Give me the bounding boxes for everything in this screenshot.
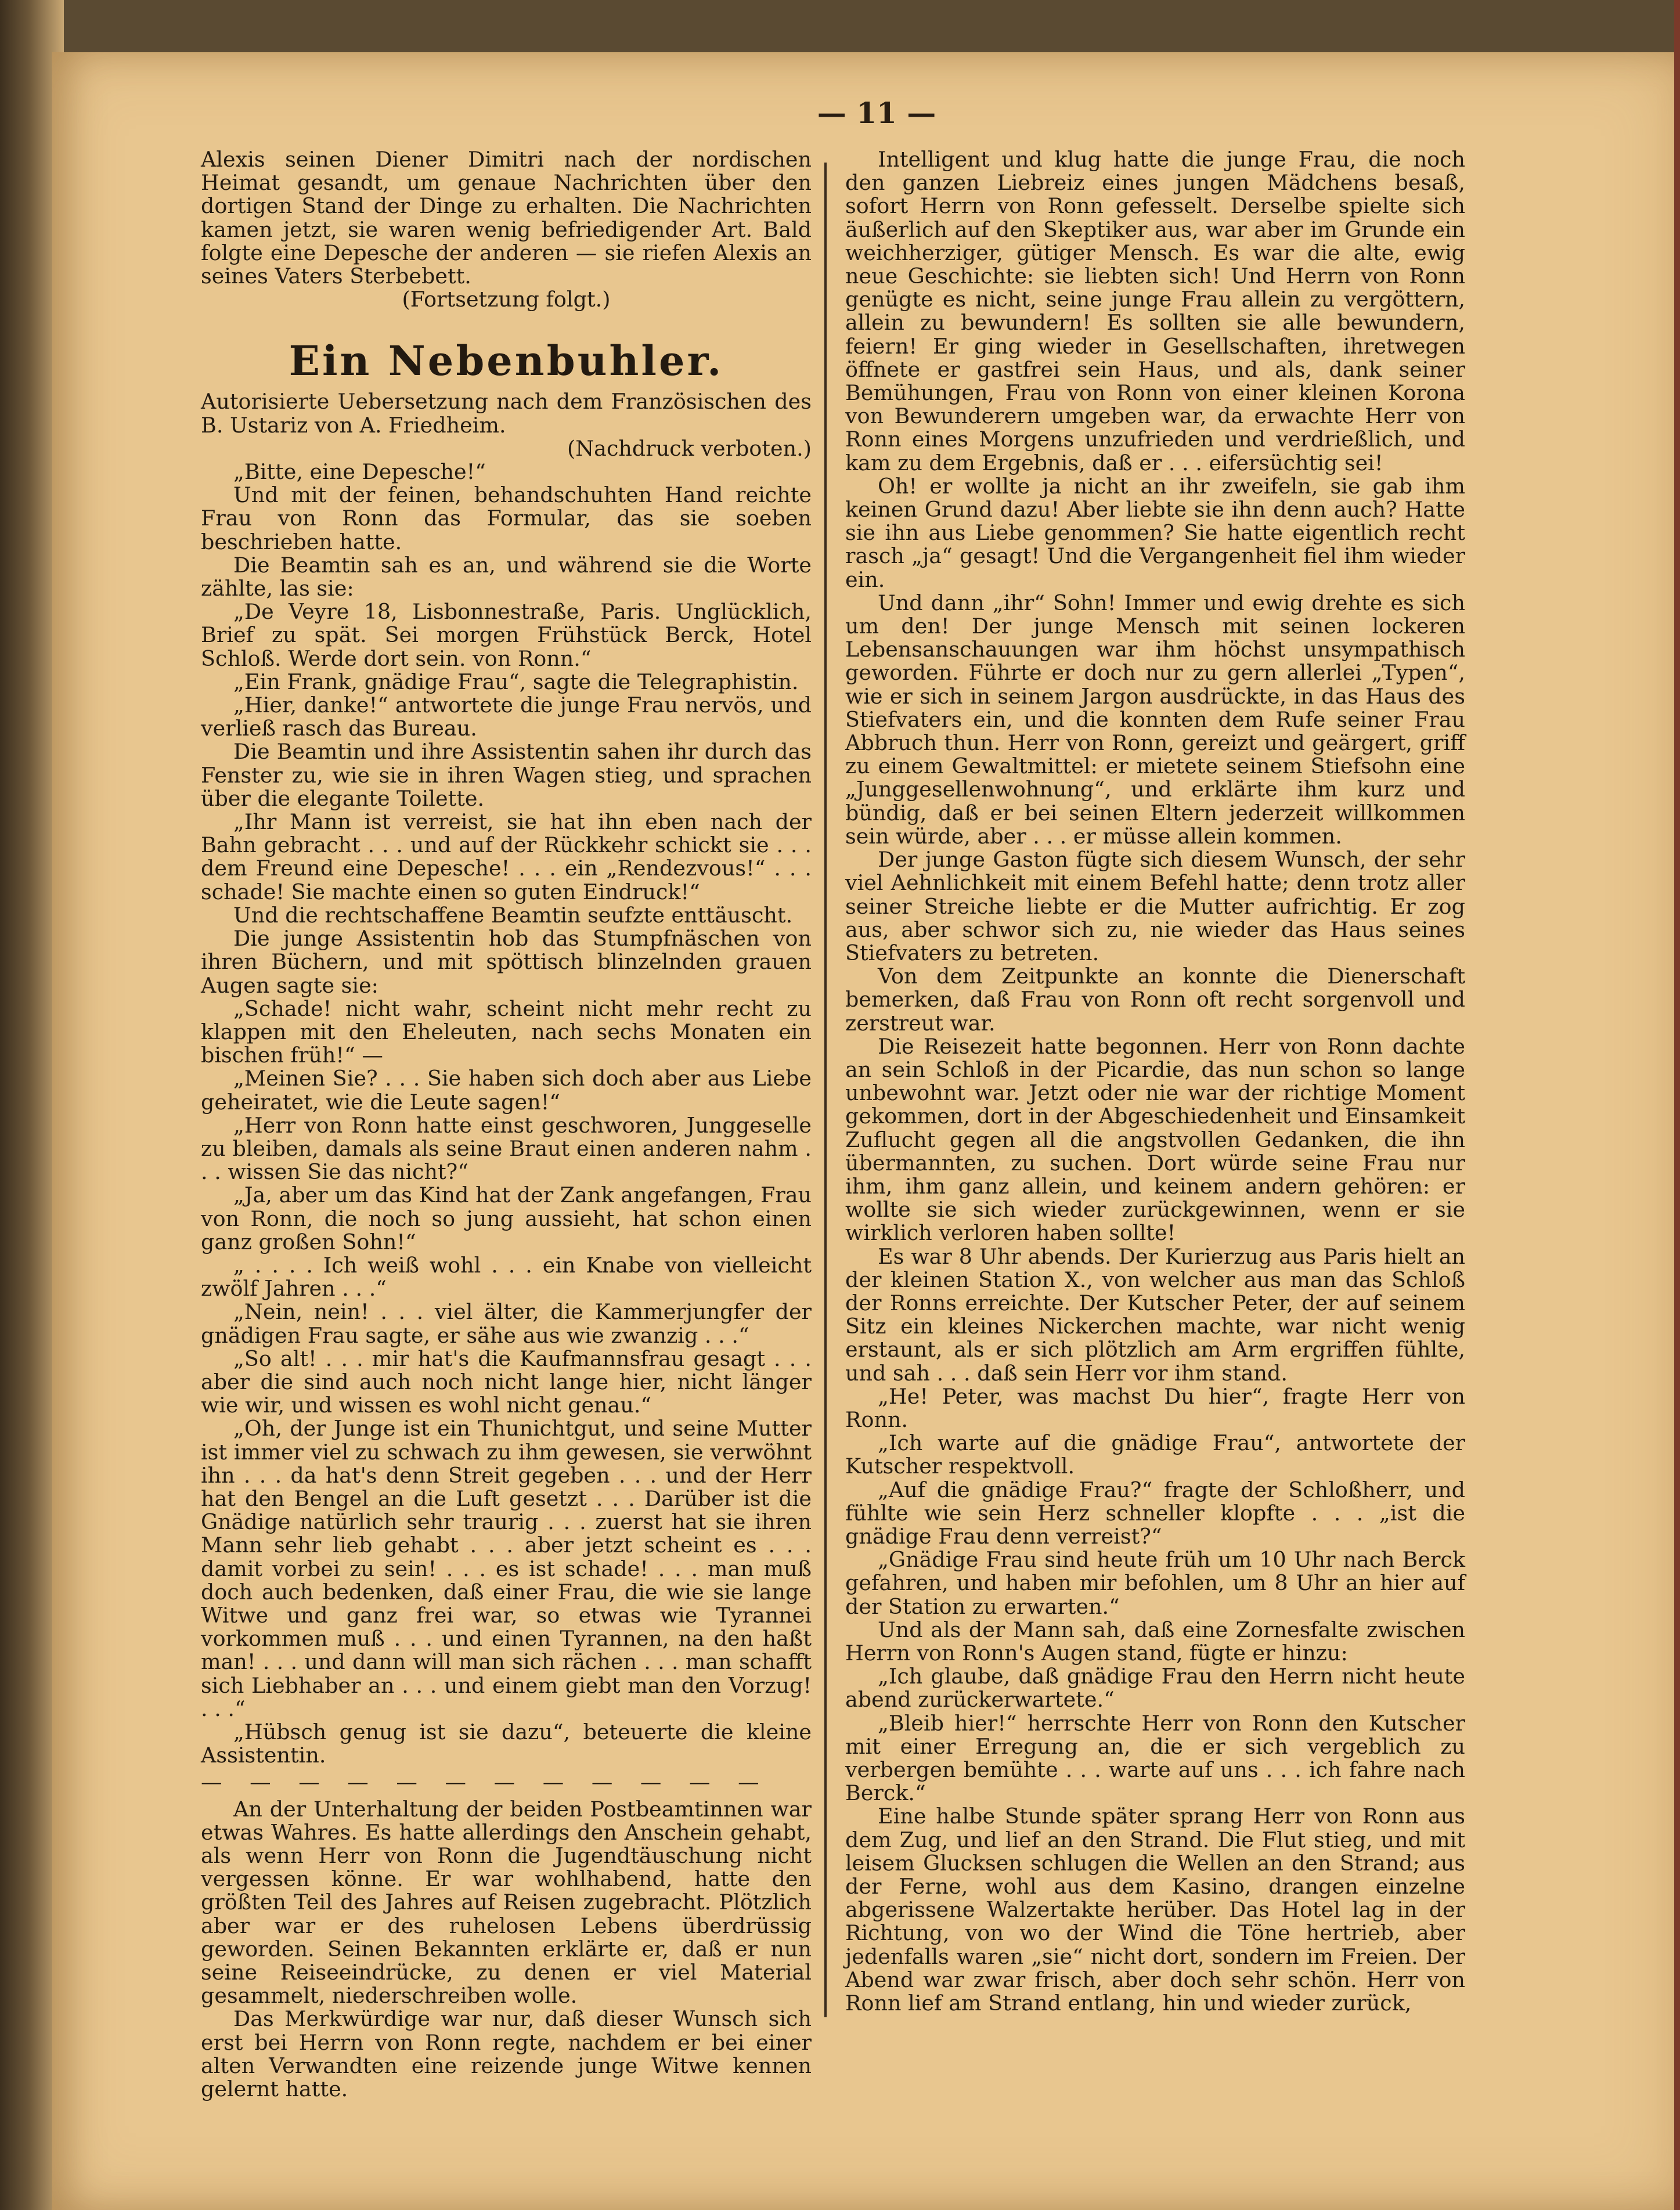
paragraph: „Schade! nicht wahr, scheint nicht mehr recht zu klappen mit den Eheleuten, nach sechs Monaten ein bischen früh!“ —	[201, 996, 812, 1068]
left-column	[201, 147, 812, 2102]
paragraph: „Ich warte auf die gnädige Frau“, antwortete der Kutscher respektvoll.	[845, 1430, 1465, 1479]
paragraph: Und mit der feinen, behandschuhten Hand reichte Frau von Ronn das Formular, das sie soeben beschrieben hatte.	[201, 482, 812, 554]
paragraph: Und die rechtschaffene Beamtin seufzte enttäuscht.	[233, 902, 793, 928]
paragraph: „Herr von Ronn hatte einst geschworen, Junggeselle zu bleiben, damals als seine Braut einen anderen nahm . . . wissen Sie das nicht?“	[201, 1112, 812, 1185]
paragraph: „Ja, aber um das Kind hat der Zank angefangen, Frau von Ronn, die noch so jung aussieht, hat schon einen ganz großen Sohn!“	[201, 1182, 812, 1254]
story-title: Ein Nebenbuhler.	[289, 337, 724, 385]
paragraph: Oh! er wollte ja nicht an ihr zweifeln, sie gab ihm keinen Grund dazu! Aber liebte sie ihn denn auch? Hatte sie ihn aus Liebe genommen? Sie hatte eigentlich recht rasch „ja“ gesagt! Und die Vergangenheit fiel ihm wieder ein.	[845, 473, 1465, 592]
paragraph: „Ein Frank, gnädige Frau“, sagte die Telegraphistin.	[233, 669, 799, 694]
paragraph: Das Merkwürdige war nur, daß dieser Wunsch sich erst bei Herrn von Ronn regte, nachdem er bei einer alten Verwandten eine reizende junge Witwe kennen gelernt hatte.	[201, 2006, 812, 2102]
paragraph: „So alt! . . . mir hat's die Kaufmannsfrau gesagt . . . aber die sind auch noch nicht lange hier, nicht länger wie wir, und wissen es wohl nicht genau.“	[201, 1346, 812, 1418]
paragraph: „Ihr Mann ist verreist, sie hat ihn eben nach der Bahn gebracht . . . und auf der Rückkehr schickt sie . . . dem Freund eine Depesche! . . . ein „Rendezvous!“ . . . schade! Sie machte einen so guten Eindruck!“	[201, 809, 812, 904]
paragraph: Eine halbe Stunde später sprang Herr von Ronn aus dem Zug, und lief an den Strand. Die Flut stieg, und mit leisem Glucksen schlugen die Wellen an den Strand; aus der Ferne, wohl aus dem Kasino, drangen einzelne abgerissene Walzertakte herüber. Das Hotel lag in der Richtung, von wo der Wind die Töne hertrieb, aber jedenfalls waren „sie“ nicht dort, sondern im Freien. Der Abend war zwar frisch, aber doch sehr schön. Herr von Ronn lief am Strand entlang, hin und wieder zurück,	[845, 1804, 1465, 2016]
paragraph: „ . . . . Ich weiß wohl . . . ein Knabe von vielleicht zwölf Jahren . . .“	[201, 1252, 812, 1302]
paragraph: Die Beamtin und ihre Assistentin sahen ihr durch das Fenster zu, wie sie in ihren Wagen stieg, und sprachen über die elegante Toilette.	[201, 739, 812, 811]
page-edge	[1674, 0, 1680, 2210]
paragraph: An der Unterhaltung der beiden Postbeamtinnen war etwas Wahres. Es hatte allerdings den Anschein gehabt, als wenn Herr von Ronn die Jugendtäuschung nicht vergessen könne. Er war wohlhabend, hatte den größten Teil des Jahres auf Reisen zugebracht. Plötzlich aber war er des ruhelosen Lebens überdrüssig geworden. Seinen Bekannten erklärte er, daß er nun seine Reiseeindrücke, zu denen er viel Material gesammelt, niederschreiben wolle.	[201, 1796, 812, 2009]
paragraph: Die junge Assistentin hob das Stumpfnäschen von ihren Büchern, und mit spöttisch blinzelnden grauen Augen sagte sie:	[201, 926, 812, 998]
story-subtitle: Autorisierte Uebersetzung nach dem Französischen des B. Ustariz von A. Friedheim.	[201, 389, 812, 438]
paragraph: „De Veyre 18, Lisbonnestraße, Paris. Unglücklich, Brief zu spät. Sei morgen Frühstück Berck, Hotel Schloß. Werde dort sein. von Ronn.“	[201, 599, 812, 671]
page-number: — 11 —	[817, 96, 936, 130]
paragraph: „Meinen Sie? . . . Sie haben sich doch aber aus Liebe geheiratet, wie die Leute sagen!“	[201, 1066, 812, 1115]
paragraph: „Oh, der Junge ist ein Thunichtgut, und seine Mutter ist immer viel zu schwach zu ihm gewesen, sie verwöhnt ihn . . . da hat's denn Streit gegeben . . . und der Herr hat den Bengel an die Luft gesetzt . . . Darüber ist die Gnädige natürlich sehr traurig . . . zuerst hat sie ihren Mann sehr lieb gehabt . . . aber jetzt scheint es . . . damit vorbei zu sein! . . . es ist schade! . . . man muß doch auch bedenken, daß einer Frau, die wie sie lange Witwe und ganz frei war, so etwas wie Tyrannei vorkommen muß . . . und einen Tyrannen, na den haßt man! . . . und dann will man sich rächen . . . man schafft sich Liebhaber an . . . und einem giebt man den Vorzug! . . .“	[201, 1416, 812, 1721]
paragraph: „Nein, nein! . . . viel älter, die Kammerjungfer der gnädigen Frau sagte, er sähe aus wie zwanzig . . .“	[201, 1299, 812, 1348]
paragraph: Und dann „ihr“ Sohn! Immer und ewig drehte es sich um den! Der junge Mensch mit seinen lockeren Lebensanschauungen war ihm höchst unsympathisch geworden. Führte er doch nur zu gern allerlei „Typen“, wie er sich in seinem Jargon ausdrückte, in das Haus des Stiefvaters ein, und die konnten dem Rufe seiner Frau Abbruch thun. Herr von Ronn, gereizt und geärgert, griff zu einem Gewaltmittel: er mietete seinem Stiefsohn eine „Junggesellenwohnung“, und erklärte ihm kurz und bündig, daß er bei seinen Eltern jederzeit willkommen sein würde, aber . . . er müsse allein kommen.	[845, 590, 1465, 849]
right-column	[845, 148, 1465, 2029]
paragraph: Die Beamtin sah es an, und während sie die Worte zählte, las sie:	[201, 552, 812, 601]
paragraph: Von dem Zeitpunkte an konnte die Dienerschaft bemerken, daß Frau von Ronn oft recht sorgenvoll und zerstreut war.	[845, 964, 1465, 1036]
paragraph: „Ich glaube, daß gnädige Frau den Herrn nicht heute abend zurückerwartete.“	[845, 1664, 1465, 1713]
continuation-note: (Fortsetzung folgt.)	[402, 287, 611, 312]
paragraph: Intelligent und klug hatte die junge Frau, die noch den ganzen Liebreiz eines jungen Mädchens besaß, sofort Herrn von Ronn gefesselt. Derselbe spielte sich äußerlich auf den Skeptiker aus, war aber im Grunde ein weichherziger, gütiger Mensch. Es war die alte, ewig neue Geschichte: sie liebten sich! Und Herrn von Ronn genügte es nicht, seine junge Frau allein zu vergöttern, allein zu bewundern! Es sollten sie alle bewundern, feiern! Er ging wieder in Gesellschaften, ihretwegen öffnete er gastfrei sein Haus, und als, dank seiner Bemühungen, Frau von Ronn von einer kleinen Korona von Bewunderern umgeben war, da erwachte Herr von Ronn eines Morgens unzufrieden und verdrießlich, und kam zu dem Ergebnis, daß er . . . eifersüchtig sei!	[845, 147, 1465, 475]
column-rule	[824, 163, 827, 2017]
paragraph: „Hier, danke!“ antwortete die junge Frau nervös, und verließ rasch das Bureau.	[201, 693, 812, 741]
paragraph: „He! Peter, was machst Du hier“, fragte Herr von Ronn.	[845, 1383, 1465, 1432]
reprint-notice: (Nachdruck verboten.)	[567, 435, 812, 461]
paragraph: Die Reisezeit hatte begonnen. Herr von Ronn dachte an sein Schloß in der Picardie, das nun schon so lange unbewohnt war. Jetzt oder nie war der richtige Moment gekommen, dort in der Abgeschiedenheit und Einsamkeit Zuflucht gegen all die angstvollen Gedanken, die ihn übermannten, zu suchen. Dort würde seine Frau nur ihm, ihm ganz allein, und keinem andern gehören: er wollte sie sich wieder zurückgewinnen, wenn er sie wirklich verloren haben sollte!	[845, 1033, 1465, 1246]
paragraph: Und als der Mann sah, daß eine Zornesfalte zwischen Herrn von Ronn's Augen stand, fügte er hinzu:	[845, 1617, 1465, 1665]
paragraph: „Auf die gnädige Frau?“ fragte der Schloßherr, und fühlte wie sein Herz schneller klopfte . . . „ist die gnädige Frau denn verreist?“	[845, 1477, 1465, 1549]
paragraph: „Gnädige Frau sind heute früh um 10 Uhr nach Berck gefahren, und haben mir befohlen, um 8 Uhr an hier auf der Station zu erwarten.“	[845, 1547, 1465, 1619]
paragraph: „Bitte, eine Depesche!“	[233, 459, 486, 485]
paragraph: Der junge Gaston fügte sich diesem Wunsch, der sehr viel Aehnlichkeit mit einem Befehl hatte; denn trotz aller seiner Streiche liebte er die Mutter aufrichtig. Er zog aus, aber schwor sich zu, nie wieder das Haus seines Stiefvaters zu betreten.	[845, 847, 1465, 965]
serial-continuation-text: Alexis seinen Diener Dimitri nach der nordischen Heimat gesandt, um genaue Nachrichten über den dortigen Stand der Dinge zu erhalten. Die Nachrichten kamen jetzt, sie waren wenig befriedigender Art. Bald folgte eine Depesche der anderen — sie riefen Alexis an seines Vaters Sterbebett.	[201, 147, 812, 289]
paragraph: Es war 8 Uhr abends. Der Kurierzug aus Paris hielt an der kleinen Station X., von welcher aus man das Schloß der Ronns erreichte. Der Kutscher Peter, der auf seinem Sitz ein kleines Nickerchen machte, war nicht wenig erstaunt, als er sich plötzlich am Arm ergriffen fühlte, und sah . . . daß sein Herr vor ihm stand.	[845, 1243, 1465, 1386]
paragraph: „Hübsch genug ist sie dazu“, beteuerte die kleine Assistentin.	[201, 1719, 812, 1768]
section-divider: — — — — — — — — — — — —	[201, 1771, 770, 1794]
paragraph: „Bleib hier!“ herrschte Herr von Ronn den Kutscher mit einer Erregung an, die er sich vergeblich zu verbergen bemühte . . . warte auf uns . . . ich fahre nach Berck.“	[845, 1710, 1465, 1806]
